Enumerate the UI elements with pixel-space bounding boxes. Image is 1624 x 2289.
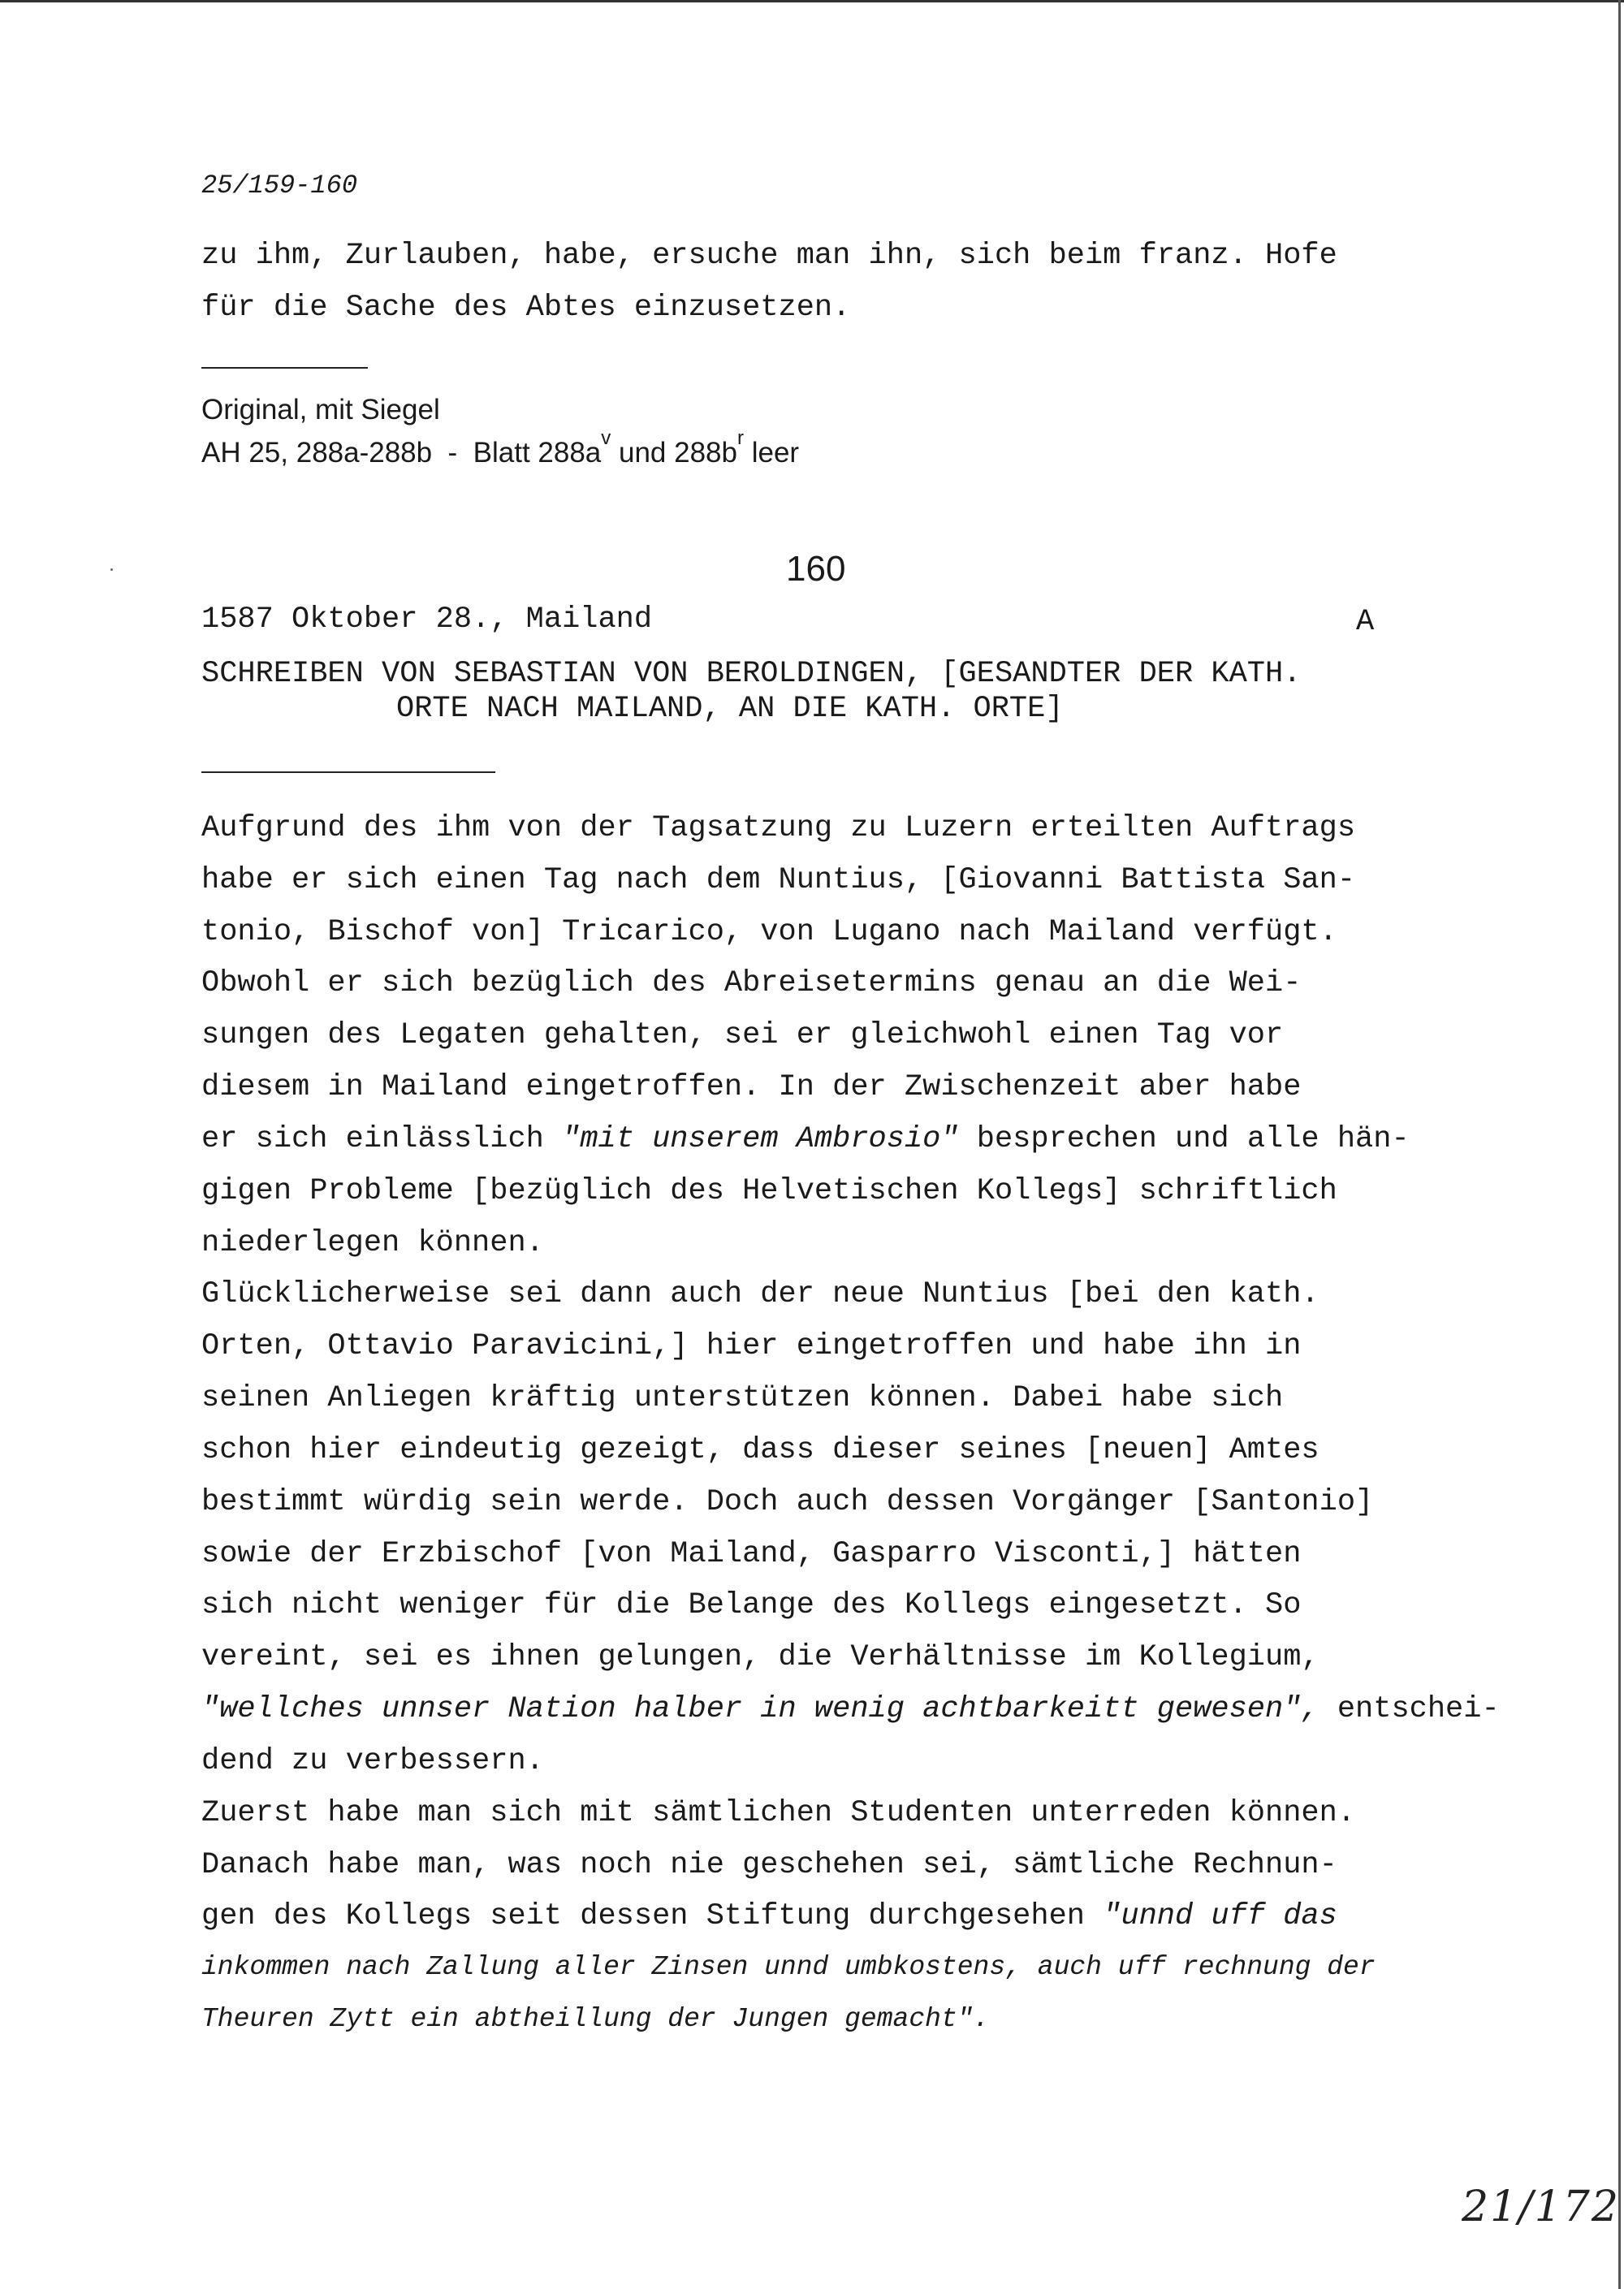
body-line: bestimmt würdig sein werde. Doch auch dessen Vorgänger [Santonio] [201,1485,1374,1519]
body-line: dend zu verbessern. [201,1744,544,1778]
superscript-recto: r [737,427,744,449]
speck-mark [110,568,113,571]
body-line [201,1899,1337,1933]
body-line: schon hier eindeutig gezeigt, dass dieser seines [neuen] Amtes [201,1433,1320,1467]
quoted-line: inkommen nach Zallung aller Zinsen unnd umbkostens, auch uff rechnung der [201,1952,1376,1982]
date-place: 1587 Oktober 28., Mailand [201,602,653,637]
body-line: Zuerst habe man sich mit sämtlichen Studenten unterreden können. [201,1796,1356,1830]
page-top-edge [0,0,1624,2]
source-note-text: und 288b [611,437,737,469]
document-type-letter: A [1356,605,1375,639]
body-line: Orten, Ottavio Paravicini,] hier eingetroffen und habe ihn in [201,1329,1302,1363]
body-line: tonio, Bischof von] Tricarico, von Lugano nach Mailand verfügt. [201,915,1337,949]
body-text: besprechen und alle hän- [958,1122,1410,1156]
body-text: gen des Kollegs seit dessen Stiftung durchgesehen [201,1899,1104,1933]
body-line: Glücklicherweise sei dann auch der neue Nuntius [bei den kath. [201,1277,1320,1311]
source-note-text: AH 25, 288a-288b - Blatt 288a [201,437,602,469]
document-title-line: SCHREIBEN VON SEBASTIAN VON BEROLDINGEN, [GESANDTER DER KATH. [201,657,1302,691]
body-text: entschei- [1319,1692,1500,1726]
page-reference: 25/159-160 [201,171,358,201]
body-line: gigen Probleme [bezüglich des Helvetischen Kollegs] schriftlich [201,1174,1337,1208]
quoted-line: Theuren Zytt ein abtheillung der Jungen gemacht". [201,2004,990,2034]
page-right-edge [1618,0,1621,2289]
source-note-text: leer [744,437,800,469]
body-line: Danach habe man, was noch nie geschehen sei, sämtliche Rechnun- [201,1848,1337,1882]
body-line: habe er sich einen Tag nach dem Nuntius, [Giovanni Battista San- [201,863,1356,897]
body-line: seinen Anliegen kräftig unterstützen können. Dabei habe sich [201,1381,1284,1415]
source-note-line [201,429,799,467]
handwritten-archive-mark: 21/172 [1462,2183,1620,2231]
source-note-line: Original, mit Siegel [201,394,440,425]
continuation-line: für die Sache des Abtes einzusetzen. [201,291,851,325]
body-line: sowie der Erzbischof [von Mailand, Gasparro Visconti,] hätten [201,1537,1302,1571]
body-text: er sich einlässlich [201,1122,563,1156]
continuation-line: zu ihm, Zurlauben, habe, ersuche man ihn, sich beim franz. Hofe [201,239,1337,273]
superscript-verso: v [601,427,611,449]
body-line [201,1122,1410,1156]
document-number: 160 [786,549,846,589]
body-line [201,1692,1500,1726]
quoted-text: "unnd uff das [1103,1899,1337,1933]
quoted-text: "mit unserem Ambrosio" [562,1122,959,1156]
body-line: sich nicht weniger für die Belange des Kollegs eingesetzt. So [201,1588,1302,1622]
footnote-rule [201,367,368,369]
body-line: Aufgrund des ihm von der Tagsatzung zu Luzern erteilten Auftrags [201,811,1356,845]
body-line: niederlegen können. [201,1226,544,1260]
body-line: sungen des Legaten gehalten, sei er gleichwohl einen Tag vor [201,1018,1284,1052]
body-line: diesem in Mailand eingetroffen. In der Zwischenzeit aber habe [201,1070,1302,1104]
body-line: vereint, sei es ihnen gelungen, die Verhältnisse im Kollegium, [201,1640,1320,1674]
body-line: Obwohl er sich bezüglich des Abreisetermins genau an die Wei- [201,966,1302,1000]
document-title-line: ORTE NACH MAILAND, AN DIE KATH. ORTE] [396,692,1064,726]
quoted-text: "wellches unnser Nation halber in wenig achtbarkeitt gewesen", [201,1692,1320,1726]
title-rule [201,771,495,773]
